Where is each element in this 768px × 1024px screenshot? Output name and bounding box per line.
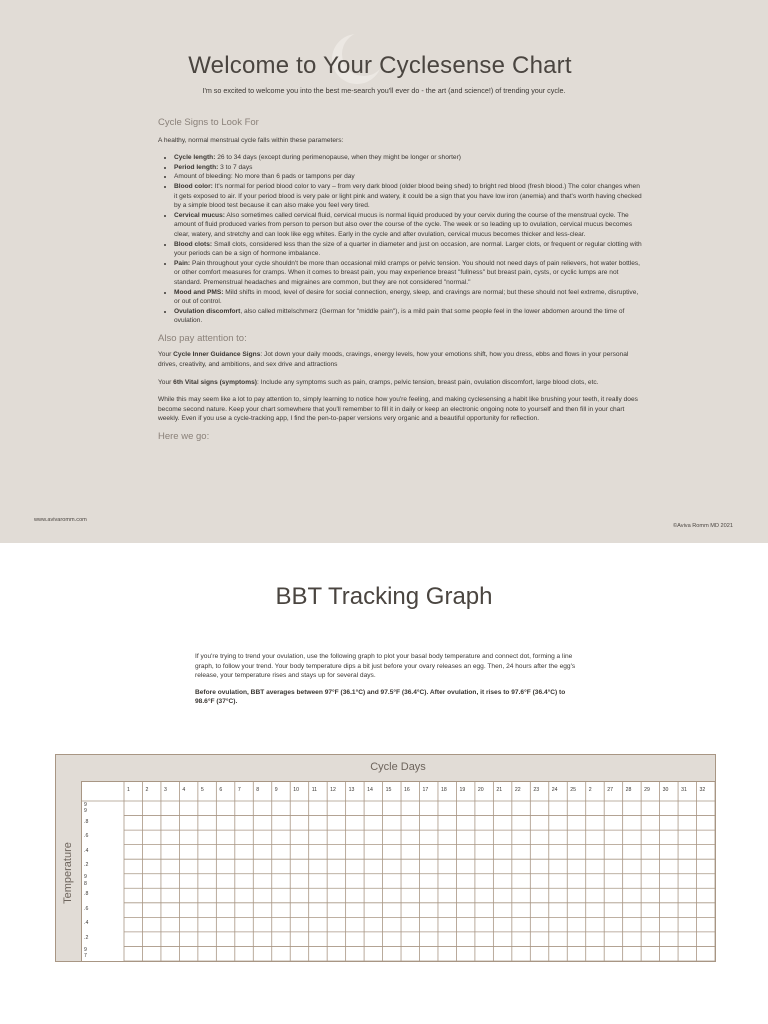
bbt-paragraph: If you're trying to trend your ovulation, use the following graph to plot your basal body temperature and connect dot, forming a line graph, to follow your trend. Your body temperature dips a bit just before your ovary releases an egg. Then, 24 hours after the egg's release, your temperature rises and stays up for several days. xyxy=(195,653,576,680)
sign-item: • Cycle length: 26 to 34 days (except during perimenopause, when they might be longer or shorter) xyxy=(174,153,644,163)
temperature-label: .2 xyxy=(84,862,89,869)
day-label: 16 xyxy=(404,787,410,793)
temperature-label: 9 9 xyxy=(84,801,87,814)
sign-item: • Cervical mucus: Also sometimes called cervical fluid, cervical mucus is normal liquid produced by your cervix during the course of the menstrual cycle. The amount of fluid produced varies from person to person but also over the course of the cycle. The week or so leading up to ovulation, cervical mucus becomes clear, watery, and stretchy and can look like egg whites. Early in the cycle and after ovulation, cervical mucus becomes thicker and less-clear. xyxy=(174,211,644,240)
day-label: 11 xyxy=(311,787,318,793)
habit-paragraph: While this may seem like a lot to pay attention to, simply learning to notice how you're feeling, and making cyclesensing a habit like brushing your teeth, it really does become second nature. Keep your chart somewhere that you'll remember to fill it in daily or keep an electronic ongoing note to yourself and then fill in your chart weekly. Even if you use a cycle-tracking app, I find the pen-to-paper versions very organic and a beautiful opportunity for reflection. xyxy=(158,396,638,423)
day-label: 5 xyxy=(200,787,204,793)
day-label: 3 xyxy=(163,787,167,793)
inner-guidance-paragraph: Your Cycle Inner Guidance Signs: Jot down your daily moods, cravings, energy levels, how your emotions shift, how you dress, ebbs and flows in your personal drives, creativity, and ambitions, and sex drive and attractions xyxy=(158,351,629,369)
day-label: 23 xyxy=(533,787,540,793)
day-label: 24 xyxy=(551,787,558,793)
sign-item: • Mood and PMS: Mild shifts in mood, level of desire for social connection, energy, sleep, and cravings are normal; but these should not feel extreme, disruptive, or out of control. xyxy=(174,288,644,307)
day-label: 28 xyxy=(625,787,632,793)
day-label: 18 xyxy=(440,787,447,793)
sign-item: • Blood clots: Small clots, considered less than the size of a quarter in diameter and just on occasion, are normal. Larger clots, or frequent or regular clotting with your periods can be a sign of hormone imbalance. xyxy=(174,240,644,259)
day-label: 20 xyxy=(477,787,484,793)
day-label: 19 xyxy=(459,787,466,793)
day-label: 1 xyxy=(127,787,130,793)
tracking-grid[interactable] xyxy=(81,781,715,961)
sign-item: • Blood color: It's normal for period blood color to vary – from very dark blood (older blood being shed) to bright red blood (fresh blood.) The color changes when it gets exposed to air. If your period blood is very pale or light pink and watery, it could be a sign that you have low iron (anemia) and that's worth having checked by a simple blood test because it can also make you feel very tired. xyxy=(174,182,644,211)
day-label: 2 xyxy=(588,787,592,793)
sign-item: • Amount of bleeding: No more than 6 pads or tampons per day xyxy=(174,172,644,182)
day-label: 12 xyxy=(330,787,336,793)
bbt-title: BBT Tracking Graph xyxy=(275,583,493,610)
day-label: 32 xyxy=(699,787,706,793)
day-label: 10 xyxy=(293,787,299,793)
day-label: 14 xyxy=(367,787,373,793)
day-label: 2 xyxy=(145,787,149,793)
intro-text: A healthy, normal menstrual cycle falls within these parameters: xyxy=(158,136,344,144)
temperature-label: 9 8 xyxy=(84,874,87,887)
day-label: 25 xyxy=(570,787,577,793)
day-label: 29 xyxy=(644,787,650,793)
temperature-label: .4 xyxy=(84,847,89,854)
temperature-label: .6 xyxy=(84,833,89,840)
temperature-axis-band xyxy=(56,755,82,961)
x-axis-title: Cycle Days xyxy=(370,761,426,773)
day-label: 21 xyxy=(496,787,503,793)
day-label: 27 xyxy=(607,787,613,793)
cycle-days-band xyxy=(81,755,715,782)
sign-item: • Ovulation discomfort, also called mittelschmerz (German for "middle pain"), is a mild pain that some people feel in the lower abdomen around the time of ovulation. xyxy=(174,307,644,326)
day-label: 13 xyxy=(348,787,355,793)
day-label: 4 xyxy=(182,787,186,793)
temperature-label: .8 xyxy=(84,891,89,898)
day-label: 30 xyxy=(662,787,669,793)
bbt-averages: Before ovulation, BBT averages between 97°F (36.1°C) and 97.5°F (36.4°C). After ovulation, it rises to 97.6°F (36.4°C) to 98.6°F (37°C). xyxy=(195,688,566,706)
copyright-footer: ©Aviva Romm MD 2021 xyxy=(673,523,733,529)
day-label: 15 xyxy=(385,787,392,793)
day-label: 31 xyxy=(681,787,687,793)
temperature-label: 9 7 xyxy=(84,946,87,960)
temperature-label: .6 xyxy=(84,905,89,912)
temperature-label: .2 xyxy=(84,934,89,941)
day-label: 17 xyxy=(422,787,429,793)
vital-signs-paragraph: Your 6th Vital signs (symptoms): Include any symptoms such as pain, cramps, pelvic tension, breast pain, ovulation discomfort, large blood clots, etc. xyxy=(158,378,599,386)
page-title: Welcome to Your Cyclesense Chart xyxy=(188,52,572,79)
cycle-signs-content xyxy=(158,118,644,442)
day-label: 22 xyxy=(514,787,521,793)
here-we-go-heading: Here we go: xyxy=(158,431,210,443)
cycle-signs-list xyxy=(158,153,644,326)
sign-item: • Period length: 3 to 7 days xyxy=(174,163,644,173)
day-label: 9 xyxy=(274,787,278,793)
grid-lines xyxy=(81,781,715,961)
also-heading: Also pay attention to: xyxy=(158,332,247,344)
page-subtitle: I'm so excited to welcome you into the best me-search you'll ever do - the art (and science!) of trending your cycle. xyxy=(202,86,566,95)
section-heading: Cycle Signs to Look For xyxy=(158,117,259,128)
day-label: 8 xyxy=(256,787,260,793)
day-label: 7 xyxy=(237,787,241,793)
sign-item: • Pain: Pain throughout your cycle shouldn't be more than occasional mild cramps or pelvic tension. You should not need days of pain relievers, hot water bottles, or other comfort measures for cramps. When it comes to breast pain, you may experience breast "fullness" but breast pain, cysts, or cyclic lumps are not standard. Premenstrual headaches and migraines are common, but they are not considered "normal." xyxy=(174,259,644,288)
bbt-graph xyxy=(55,754,716,962)
website-footer: www.avivaromm.com xyxy=(34,517,87,523)
temperature-label: .8 xyxy=(84,818,89,825)
y-axis-title: Temperature xyxy=(62,842,74,904)
day-label: 6 xyxy=(219,787,223,793)
bbt-instructions xyxy=(195,652,580,714)
temperature-label: .4 xyxy=(84,920,89,927)
